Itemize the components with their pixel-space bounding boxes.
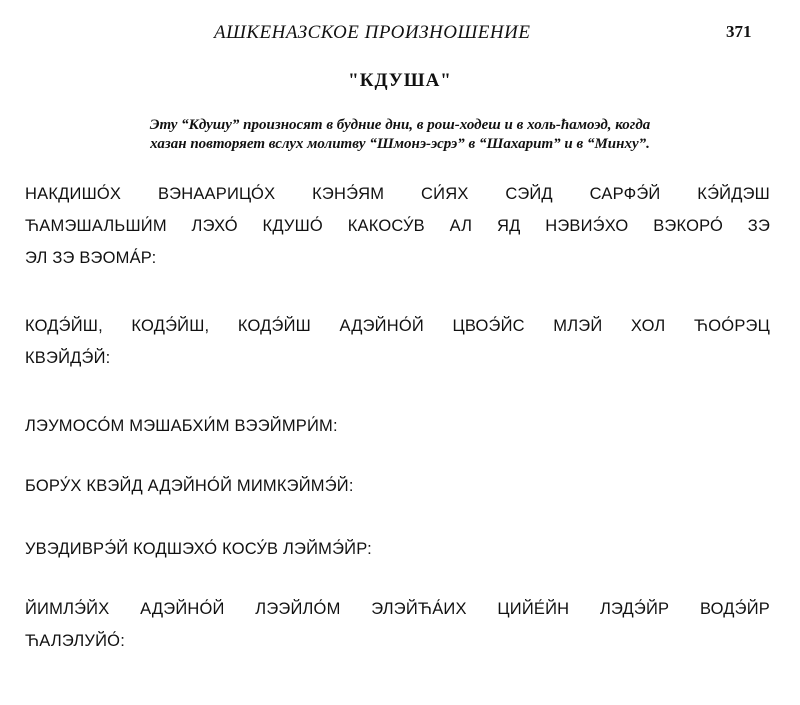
prayer-paragraph	[25, 593, 770, 657]
section-title: "КДУША"	[348, 70, 452, 91]
prayer-paragraph	[25, 470, 770, 502]
prayer-line: ЭЛ ЗЭ ВЭОМА́Р:	[25, 249, 157, 267]
page-number: 371	[726, 22, 752, 41]
prayer-line: ЛЭУМОСО́М МЭШАБХИ́М ВЭЭЙМРИ́М:	[25, 417, 338, 435]
prayer-line: НАКДИШО́Х ВЭНААРИЦО́Х КЭНЭ́ЯМ СИ́ЯХ СЭЙД САРФЭ́Й КЭ́ЙДЭШ	[25, 185, 770, 203]
note-line: Эту “Кдушу” произносят в будние дни, в рош-ходеш и в холь-ћамоэд, когда	[149, 117, 651, 133]
prayer-paragraph	[25, 410, 770, 442]
prayer-line: ЋАМЭШАЛЬШИ́М ЛЭХО́ КДУШО́ КАКОСУ́В АЛ ЯД НЭВИЭ́ХО ВЭКОРО́ ЗЭ	[25, 217, 770, 235]
prayer-line: БОРУ́Х КВЭЙД АДЭЙНО́Й МИМКЭЙМЭ́Й:	[25, 477, 354, 495]
instruction-note	[40, 116, 760, 154]
prayer-paragraph	[25, 533, 770, 565]
running-title: АШКЕНАЗСКОЕ ПРОИЗНОШЕНИЕ	[214, 22, 531, 43]
running-header	[0, 22, 800, 48]
prayer-paragraph	[25, 178, 770, 274]
prayer-line: КВЭЙДЭ́Й:	[25, 349, 111, 367]
prayer-line: КОДЭ́ЙШ, КОДЭ́ЙШ, КОДЭ́ЙШ АДЭЙНО́Й ЦВОЭ́ЙС МЛЭЙ ХОЛ ЋОО́РЭЦ	[25, 317, 770, 335]
prayer-line: ЋАЛЭЛУЙО́:	[25, 632, 125, 650]
prayer-paragraph	[25, 310, 770, 374]
prayer-line: УВЭДИВРЭ́Й КОДШЭХО́ КОСУ́В ЛЭЙМЭ́ЙР:	[25, 540, 372, 558]
note-line: хазан повторяет вслух молитву “Шмонэ-эсрэ” в “Шахарит” и в “Минху”.	[150, 136, 650, 152]
prayer-line: ЙИМЛЭ́ЙХ АДЭЙНО́Й ЛЭЭЙЛО́М ЭЛЭЙЋА́ИХ ЦИЙЕ́ЙН ЛЭДЭ́ЙР ВОДЭ́ЙР	[25, 600, 770, 618]
